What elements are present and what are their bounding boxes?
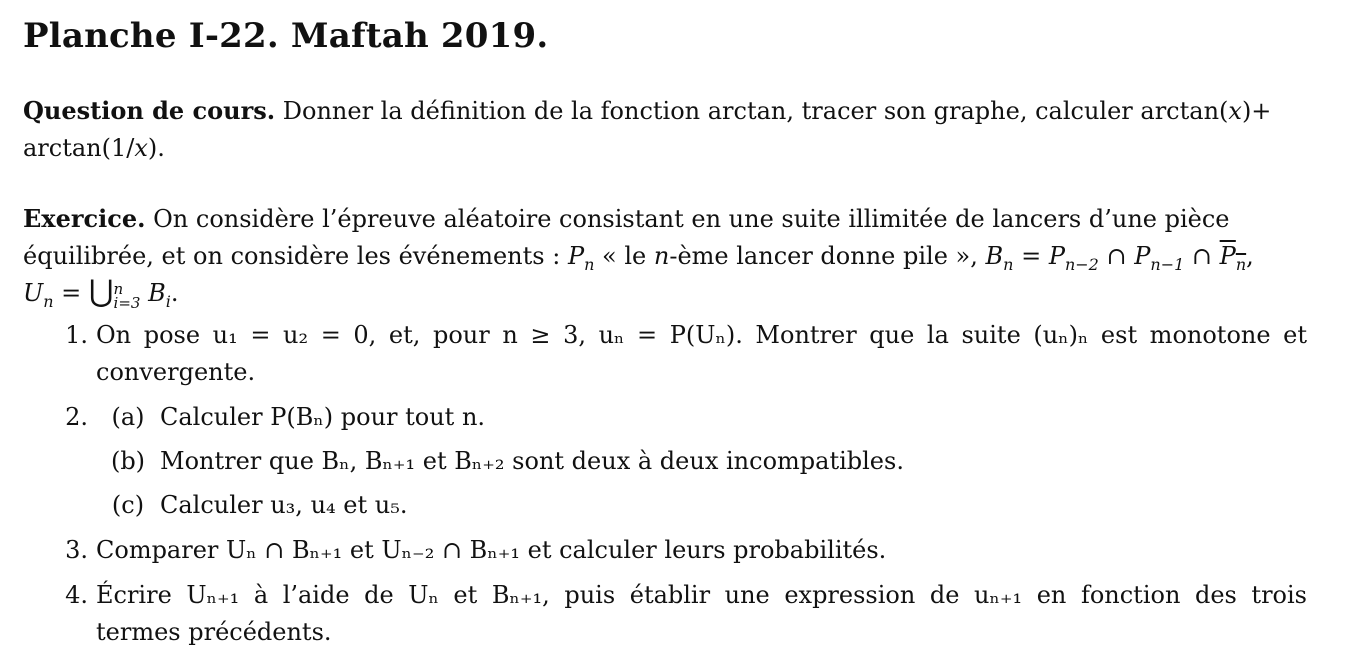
- union-lower: i=3: [113, 294, 141, 312]
- bigcup-icon: ⋃: [88, 274, 114, 309]
- course-question-label: Question de cours.: [23, 96, 276, 125]
- course-question: [23, 92, 1307, 167]
- item-1-line2: convergente.: [96, 358, 256, 386]
- item-2c-text: Calculer u₃, u₄ et u₅.: [160, 491, 408, 519]
- item-2b-label: (b): [110, 447, 146, 475]
- p2-symbol: P: [1134, 242, 1151, 270]
- quote-close: -ème lancer donne pile »,: [669, 242, 986, 270]
- p3-subscript: n: [1235, 254, 1247, 274]
- course-question-text-2: )+: [1241, 97, 1272, 125]
- union-limits: [114, 282, 141, 310]
- pn-symbol: P: [567, 242, 585, 270]
- item-2-number: 2.: [65, 403, 88, 431]
- p1-symbol: P: [1048, 242, 1065, 270]
- p1-subscript: n−2: [1064, 254, 1099, 274]
- course-question-text-3: arctan(1/: [23, 134, 135, 162]
- bn-subscript: n: [1003, 254, 1014, 274]
- item-4-line2: termes précédents.: [96, 618, 332, 646]
- item-1-line1: On pose u₁ = u₂ = 0, et, pour n ≥ 3, uₙ = P(Uₙ). Montrer que la suite (uₙ)ₙ est monotone et: [96, 321, 1307, 349]
- bi-subscript: i: [165, 291, 171, 311]
- quote-open: « le: [594, 242, 654, 270]
- course-question-text-4: ).: [147, 134, 165, 162]
- item-2c-label: (c): [111, 491, 145, 519]
- pn-subscript: n: [584, 254, 595, 274]
- cap-1: ∩: [1098, 242, 1135, 270]
- union-upper: n: [113, 280, 124, 298]
- exercise-text-line1: On considère l’épreuve aléatoire consistant en une suite illimitée de lancers d’une pièce: [145, 205, 1230, 233]
- p3-symbol: P: [1219, 242, 1236, 270]
- math-x2: x: [134, 134, 148, 162]
- item-4-line1: Écrire Uₙ₊₁ à l’aide de Uₙ et Bₙ₊₁, puis établir une expression de uₙ₊₁ en fonction des trois: [96, 581, 1307, 609]
- item-3-number: 3.: [65, 536, 88, 564]
- exercise-label: Exercice.: [23, 204, 146, 233]
- bn-symbol: B: [985, 242, 1004, 270]
- equals-sign: =: [1013, 242, 1049, 270]
- math-x: x: [1228, 97, 1242, 125]
- page-title: Planche I-22. Maftah 2019.: [23, 16, 549, 56]
- item-2b-text: Montrer que Bₙ, Bₙ₊₁ et Bₙ₊₂ sont deux à deux incompatibles.: [160, 447, 904, 475]
- n-italic: n: [653, 242, 670, 270]
- pn-complement: [1219, 242, 1247, 274]
- un-subscript: n: [43, 291, 54, 311]
- p2-subscript: n−1: [1150, 254, 1185, 274]
- equals-sign-2: =: [53, 279, 89, 307]
- exercise-intro: [23, 200, 1307, 312]
- exercise-text-line2: équilibrée, et on considère les événements :: [23, 242, 568, 270]
- period: .: [170, 279, 179, 307]
- item-4-number: 4.: [65, 581, 88, 609]
- un-definition: [23, 274, 179, 312]
- item-2a-label: (a): [111, 403, 145, 431]
- item-2a-text: Calculer P(Bₙ) pour tout n.: [160, 403, 486, 431]
- un-symbol: U: [23, 279, 44, 307]
- comma: ,: [1246, 242, 1254, 270]
- bi-symbol: B: [140, 279, 166, 307]
- item-1-number: 1.: [65, 321, 88, 349]
- item-3-line1: Comparer Uₙ ∩ Bₙ₊₁ et Uₙ₋₂ ∩ Bₙ₊₁ et calculer leurs probabilités.: [96, 536, 887, 564]
- cap-2: ∩: [1184, 242, 1220, 270]
- course-question-text-1: Donner la définition de la fonction arctan, tracer son graphe, calculer arctan(: [275, 97, 1229, 125]
